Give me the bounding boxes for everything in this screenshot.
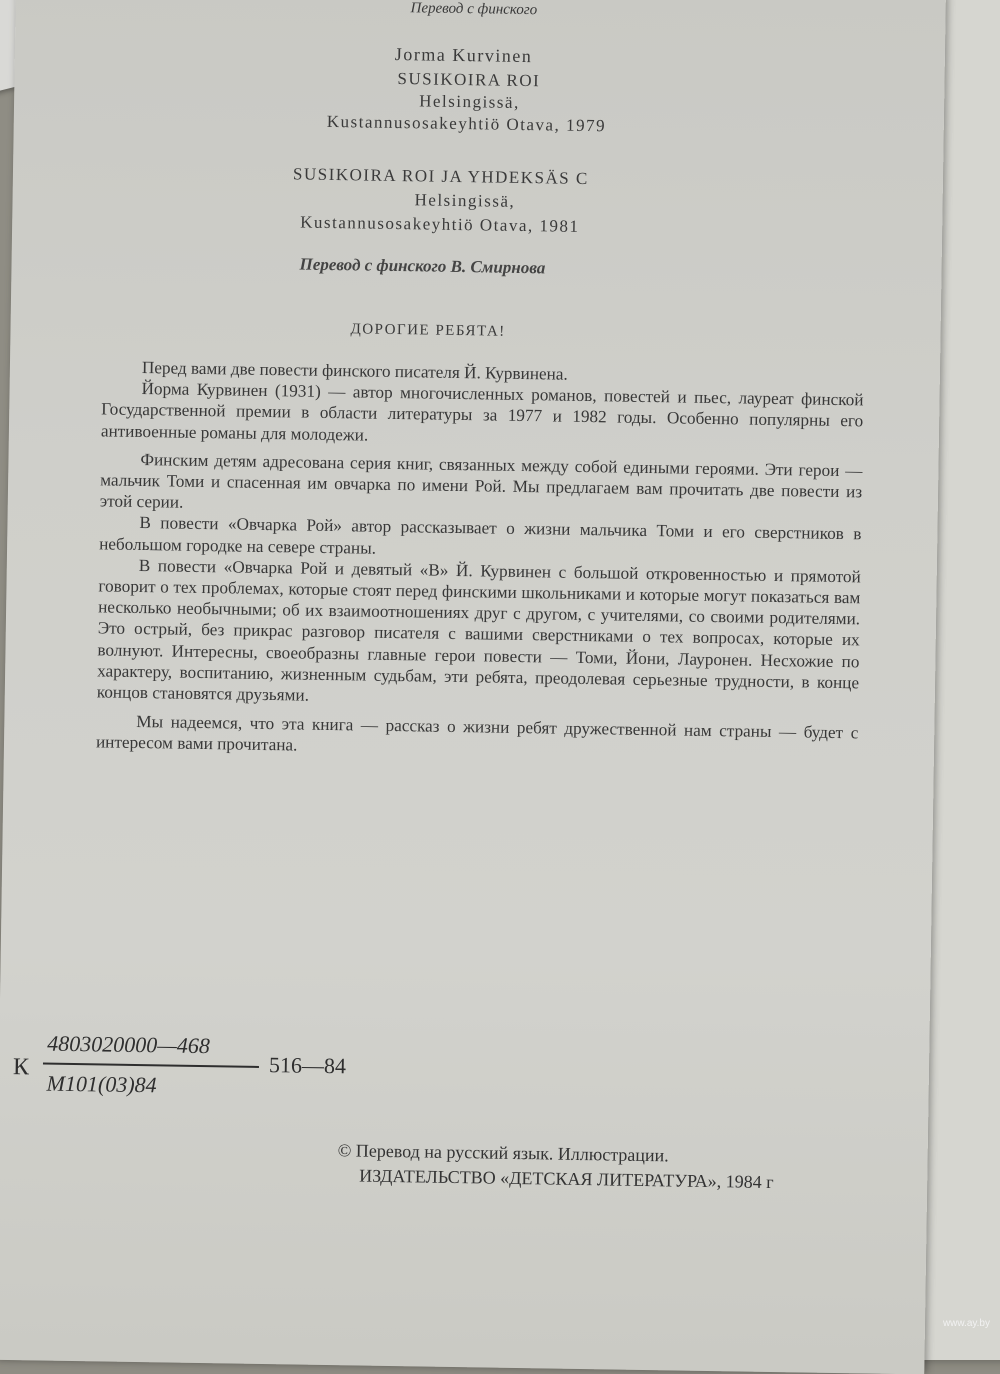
catalog-index: [12, 1030, 413, 1116]
catalog-suffix: 516—84: [268, 1052, 347, 1079]
page-heading: ДОРОГИЕ РЕБЯТА!: [350, 321, 506, 340]
paragraph: В повести «Овчарка Рой и девятый «В» Й. Курвинен с большой откровенностью и прямотой говорит о тех проблемах, которые стоят перед финскими школьниками и которые могут показаться вам несколько необычными; об их взаимоотношениях друг с другом, с учителями, со своими родителями. Это острый, без прикрас разговор писателя с вашими сверстниками о тех вопросах, которые их волнуют. Интересны, своеобразны главные герои повести — Томи, Йони, Лауронен. Несхожие по характеру, воспитанию, жизненным судьбам, эти ребята, преодолевая серьезные трудности, в конце концов становятся друзьями.: [96, 555, 861, 705]
copyright-line-2: ИЗДАТЕЛЬСТВО «ДЕТСКАЯ ЛИТЕРАТУРА», 1984 г: [359, 1165, 774, 1193]
imprint-author: Jorma Kurvinen: [394, 43, 533, 67]
paragraph: Йорма Курвинен (1931) — автор многочисленных романов, повестей и пьес, лауреат финской Государственной премии в области литературы за 1977 и 1982 годы. Особенно популярны его антивоенные романы для молодежи.: [100, 379, 864, 445]
paragraph: Мы надеемся, что эта книга — рассказ о жизни ребят дружественной нам страны — будет с интересом вами прочитана.: [95, 712, 859, 755]
book1-publisher: Kustannusosakeyhtiö Otava, 1979: [326, 111, 607, 136]
book1-title: SUSIKOIRA ROI: [397, 69, 541, 91]
watermark: www.ay.by: [942, 1318, 990, 1329]
catalog-numerator: 4803020000—468: [47, 1030, 211, 1059]
catalog-letter: К: [12, 1054, 30, 1081]
book2-title: SUSIKOIRA ROI JA YHDEKSÄS C: [292, 164, 589, 189]
paragraph: Финским детям адресована серия книг, связанных между собой едиными героями. Эти герои — мальчик Томи и спасенная им овчарка по имени Рой. Мы предлагаем вам прочитать две повести из этой серии.: [99, 449, 863, 512]
fraction-bar: [43, 1063, 259, 1068]
imprint-top-line: Перевод с финского: [410, 0, 538, 19]
book1-city: Helsingissä,: [419, 91, 520, 112]
translator-line: Перевод с финского В. Смирнова: [299, 254, 546, 278]
catalog-denominator: М101(03)84: [46, 1070, 157, 1098]
preface-text: [96, 356, 864, 765]
paragraph: Перед вами две повести финского писателя Й. Курвинена.: [141, 358, 568, 384]
copyright-line-1: © Перевод на русский язык. Иллюстрации.: [337, 1140, 669, 1166]
book2-publisher: Kustannusosakeyhtiö Otava, 1981: [300, 212, 580, 236]
paragraph: В повести «Овчарка Рой» автор рассказывает о жизни мальчика Томи и его сверстников в небольшом городке на севере страны.: [99, 513, 862, 558]
book2-city: Helsingissä,: [414, 190, 516, 211]
